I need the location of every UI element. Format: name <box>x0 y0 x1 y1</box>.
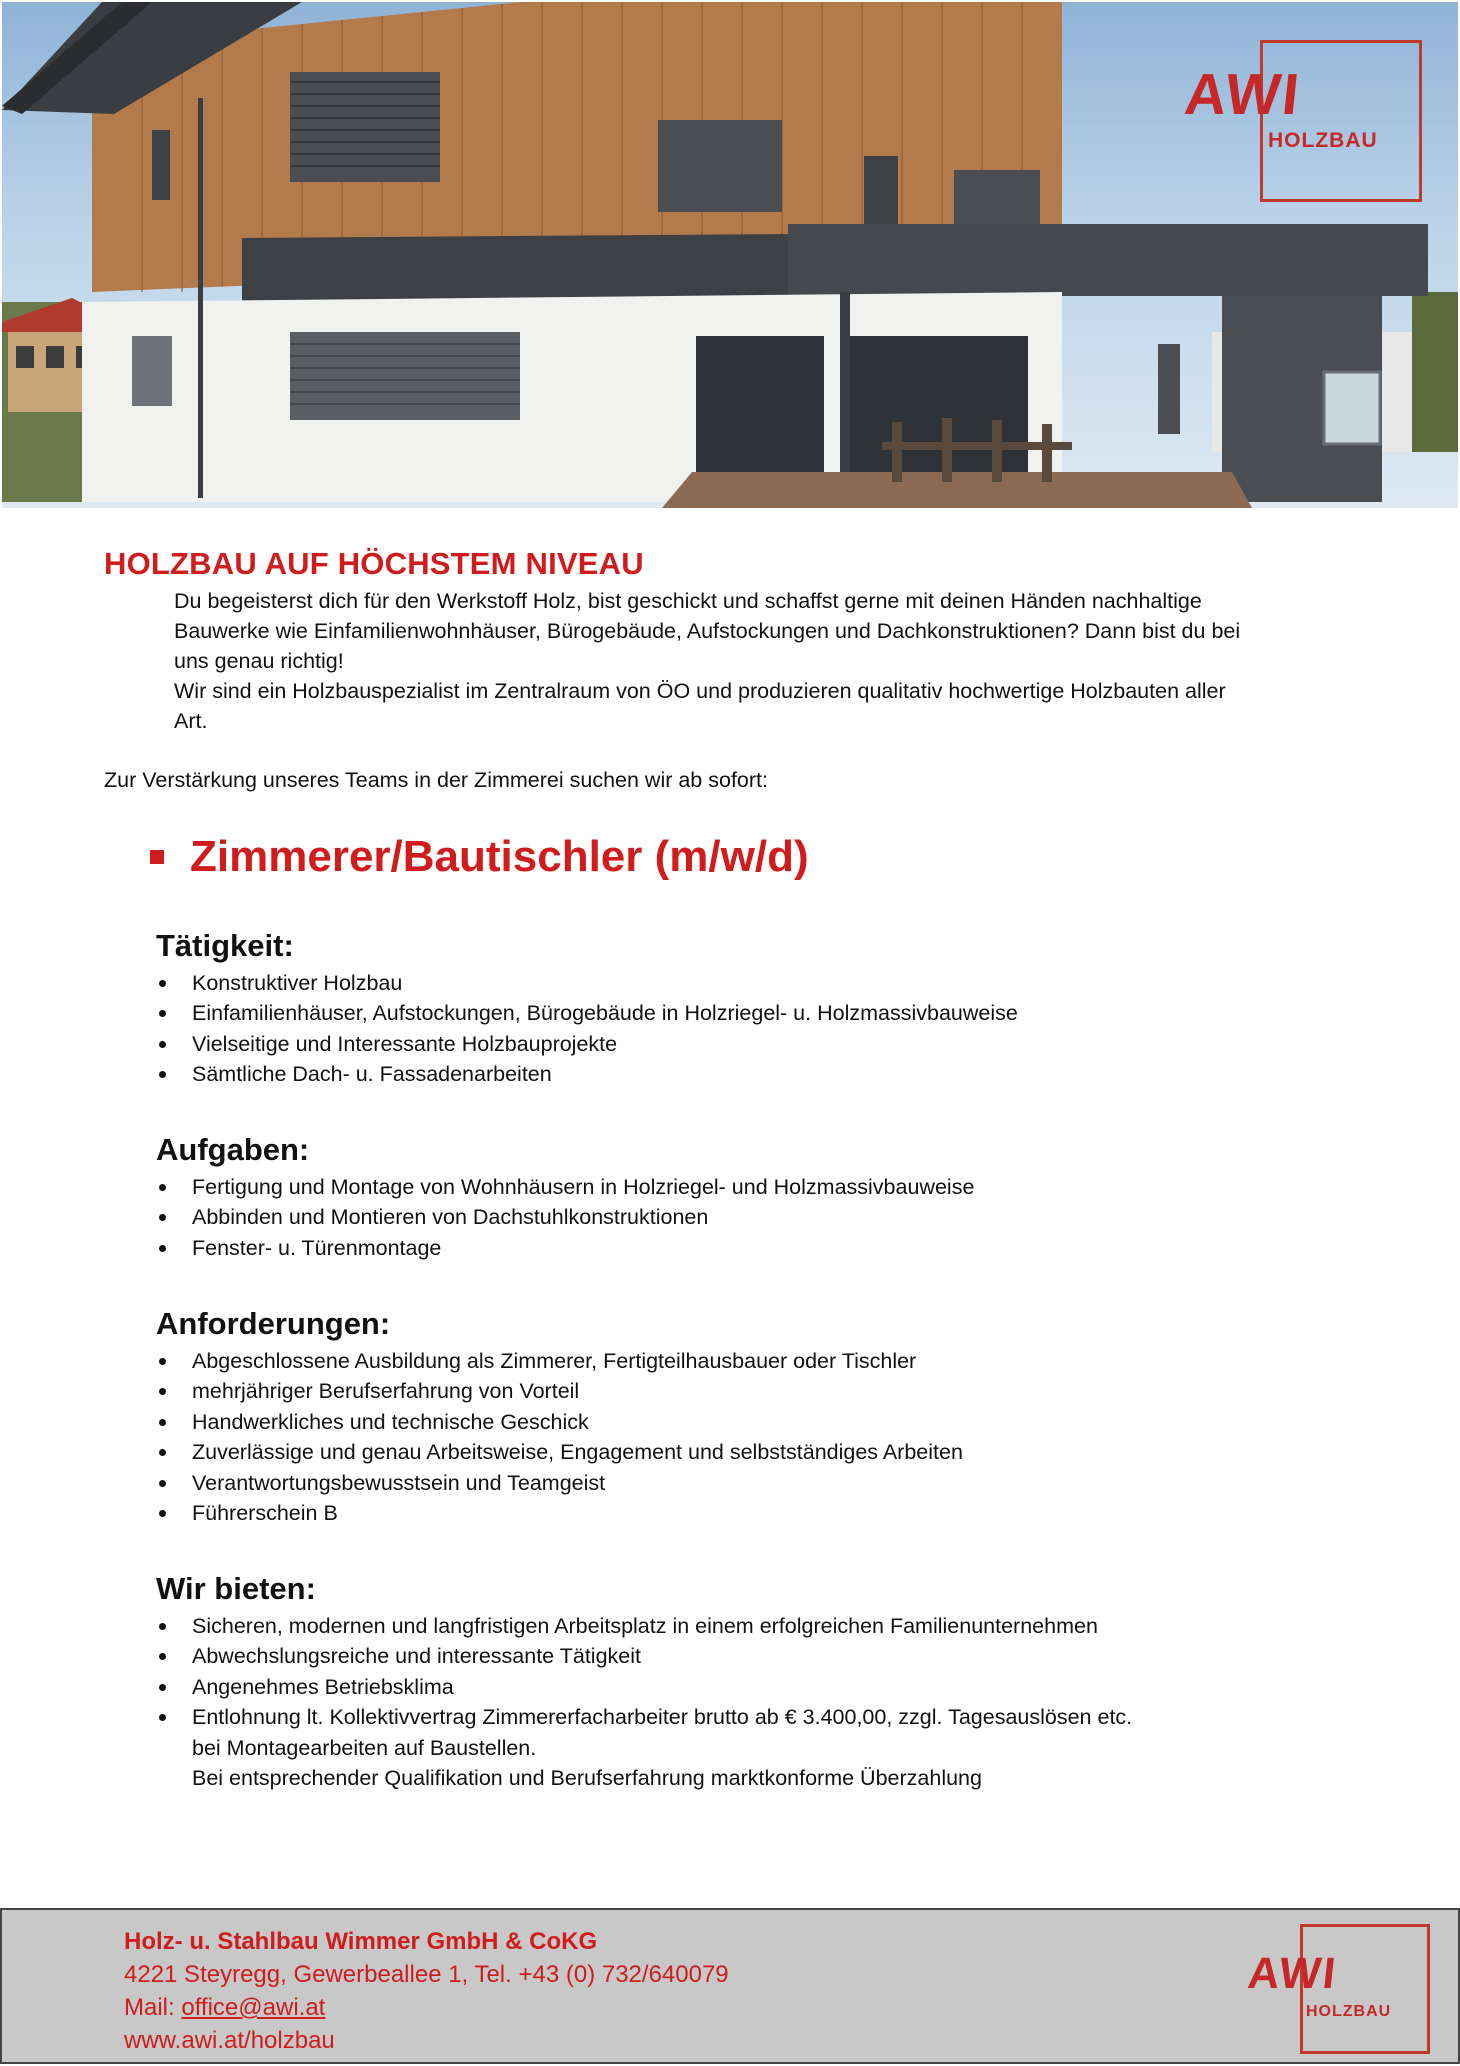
list-item: Abgeschlossene Ausbildung als Zimmerer, Fertigteilhausbauer oder Tischler <box>156 1346 963 1376</box>
bullet-list <box>156 1611 1132 1793</box>
list-item: Einfamilienhäuser, Aufstockungen, Bürogebäude in Holzriegel- u. Holzmassivbauweise <box>156 998 1018 1028</box>
page-headline: HOLZBAU AUF HÖCHSTEM NIVEAU <box>104 546 644 581</box>
footer <box>0 1908 1460 2064</box>
list-item: Verantwortungsbewusstsein und Teamgeist <box>156 1468 963 1498</box>
footer-mail-label: Mail: <box>124 1994 182 2021</box>
intro-text <box>174 586 1254 736</box>
section-title: Wir bieten: <box>156 1571 316 1606</box>
footer-mail-row <box>124 1994 325 2022</box>
footer-company: Holz- u. Stahlbau Wimmer GmbH & CoKG <box>124 1928 598 1955</box>
list-item: Abwechslungsreiche und interessante Tätigkeit <box>156 1641 1132 1671</box>
list-item: mehrjähriger Berufserfahrung von Vorteil <box>156 1376 963 1406</box>
section-title: Tätigkeit: <box>156 928 294 963</box>
section-title: Aufgaben: <box>156 1132 310 1167</box>
job-title-row <box>150 832 809 882</box>
list-item: Führerschein B <box>156 1498 963 1528</box>
salary-item <box>156 1702 1132 1793</box>
salary-line: Bei entsprechender Qualifikation und Berufserfahrung marktkonforme Überzahlung <box>192 1766 982 1791</box>
section-taetigkeit <box>156 928 1018 1090</box>
list-item: Fertigung und Montage von Wohnhäusern in Holzriegel- und Holzmassivbauweise <box>156 1172 974 1202</box>
footer-mail-link[interactable]: office@awi.at <box>181 1994 326 2021</box>
square-bullet-icon <box>150 850 164 864</box>
hero-logo-awi: AWI <box>1181 62 1305 127</box>
bullet-list <box>156 1172 974 1263</box>
list-item: Handwerkliches und technische Geschick <box>156 1407 963 1437</box>
footer-web-link[interactable]: www.awi.at/holzbau <box>124 2027 335 2054</box>
job-title: Zimmerer/Bautischler (m/w/d) <box>190 832 809 881</box>
bullet-list <box>156 968 1018 1090</box>
intro-paragraph: Du begeisterst dich für den Werkstoff Holz, bist geschickt und schaffst gerne mit deinen Händen nachhaltige Bauwerke wie Einfamilienwohnhäuser, Bürogebäude, Aufstockungen und Dachkonstruktionen? Dann bist du bei uns genau richtig! <box>174 589 1241 673</box>
salary-line: Entlohnung lt. Kollektivvertrag Zimmererfacharbeiter brutto ab € 3.400,00, zzgl. Tagesauslösen etc. <box>192 1705 1133 1730</box>
bullet-list <box>156 1346 963 1528</box>
team-subline: Zur Verstärkung unseres Teams in der Zimmerei suchen wir ab sofort: <box>104 768 768 792</box>
list-item: Sämtliche Dach- u. Fassadenarbeiten <box>156 1059 1018 1089</box>
list-item: Vielseitige und Interessante Holzbauprojekte <box>156 1029 1018 1059</box>
list-item: Zuverlässige und genau Arbeitsweise, Engagement und selbstständiges Arbeiten <box>156 1437 963 1467</box>
section-title: Anforderungen: <box>156 1306 391 1341</box>
list-item: Sicheren, modernen und langfristigen Arbeitsplatz in einem erfolgreichen Familienunternehmen <box>156 1611 1132 1641</box>
section-wir-bieten <box>156 1571 1132 1793</box>
list-item: Konstruktiver Holzbau <box>156 968 1018 998</box>
footer-address: 4221 Steyregg, Gewerbeallee 1, Tel. +43 (0) 732/640079 <box>124 1961 729 1988</box>
hero-logo-holzbau: HOLZBAU <box>1268 129 1378 152</box>
list-item: Fenster- u. Türenmontage <box>156 1233 974 1263</box>
footer-logo-awi: AWI <box>1245 1949 1340 1998</box>
list-item: Abbinden und Montieren von Dachstuhlkonstruktionen <box>156 1202 974 1232</box>
section-aufgaben <box>156 1132 974 1263</box>
section-anforderungen <box>156 1306 963 1528</box>
list-item: Angenehmes Betriebsklima <box>156 1672 1132 1702</box>
hero-image <box>2 2 1458 508</box>
intro-paragraph: Wir sind ein Holzbauspezialist im Zentralraum von ÖO und produzieren qualitativ hochwertige Holzbauten aller Art. <box>174 679 1226 733</box>
footer-logo-holzbau: HOLZBAU <box>1306 2003 1392 2020</box>
salary-line: bei Montagearbeiten auf Baustellen. <box>192 1735 537 1760</box>
